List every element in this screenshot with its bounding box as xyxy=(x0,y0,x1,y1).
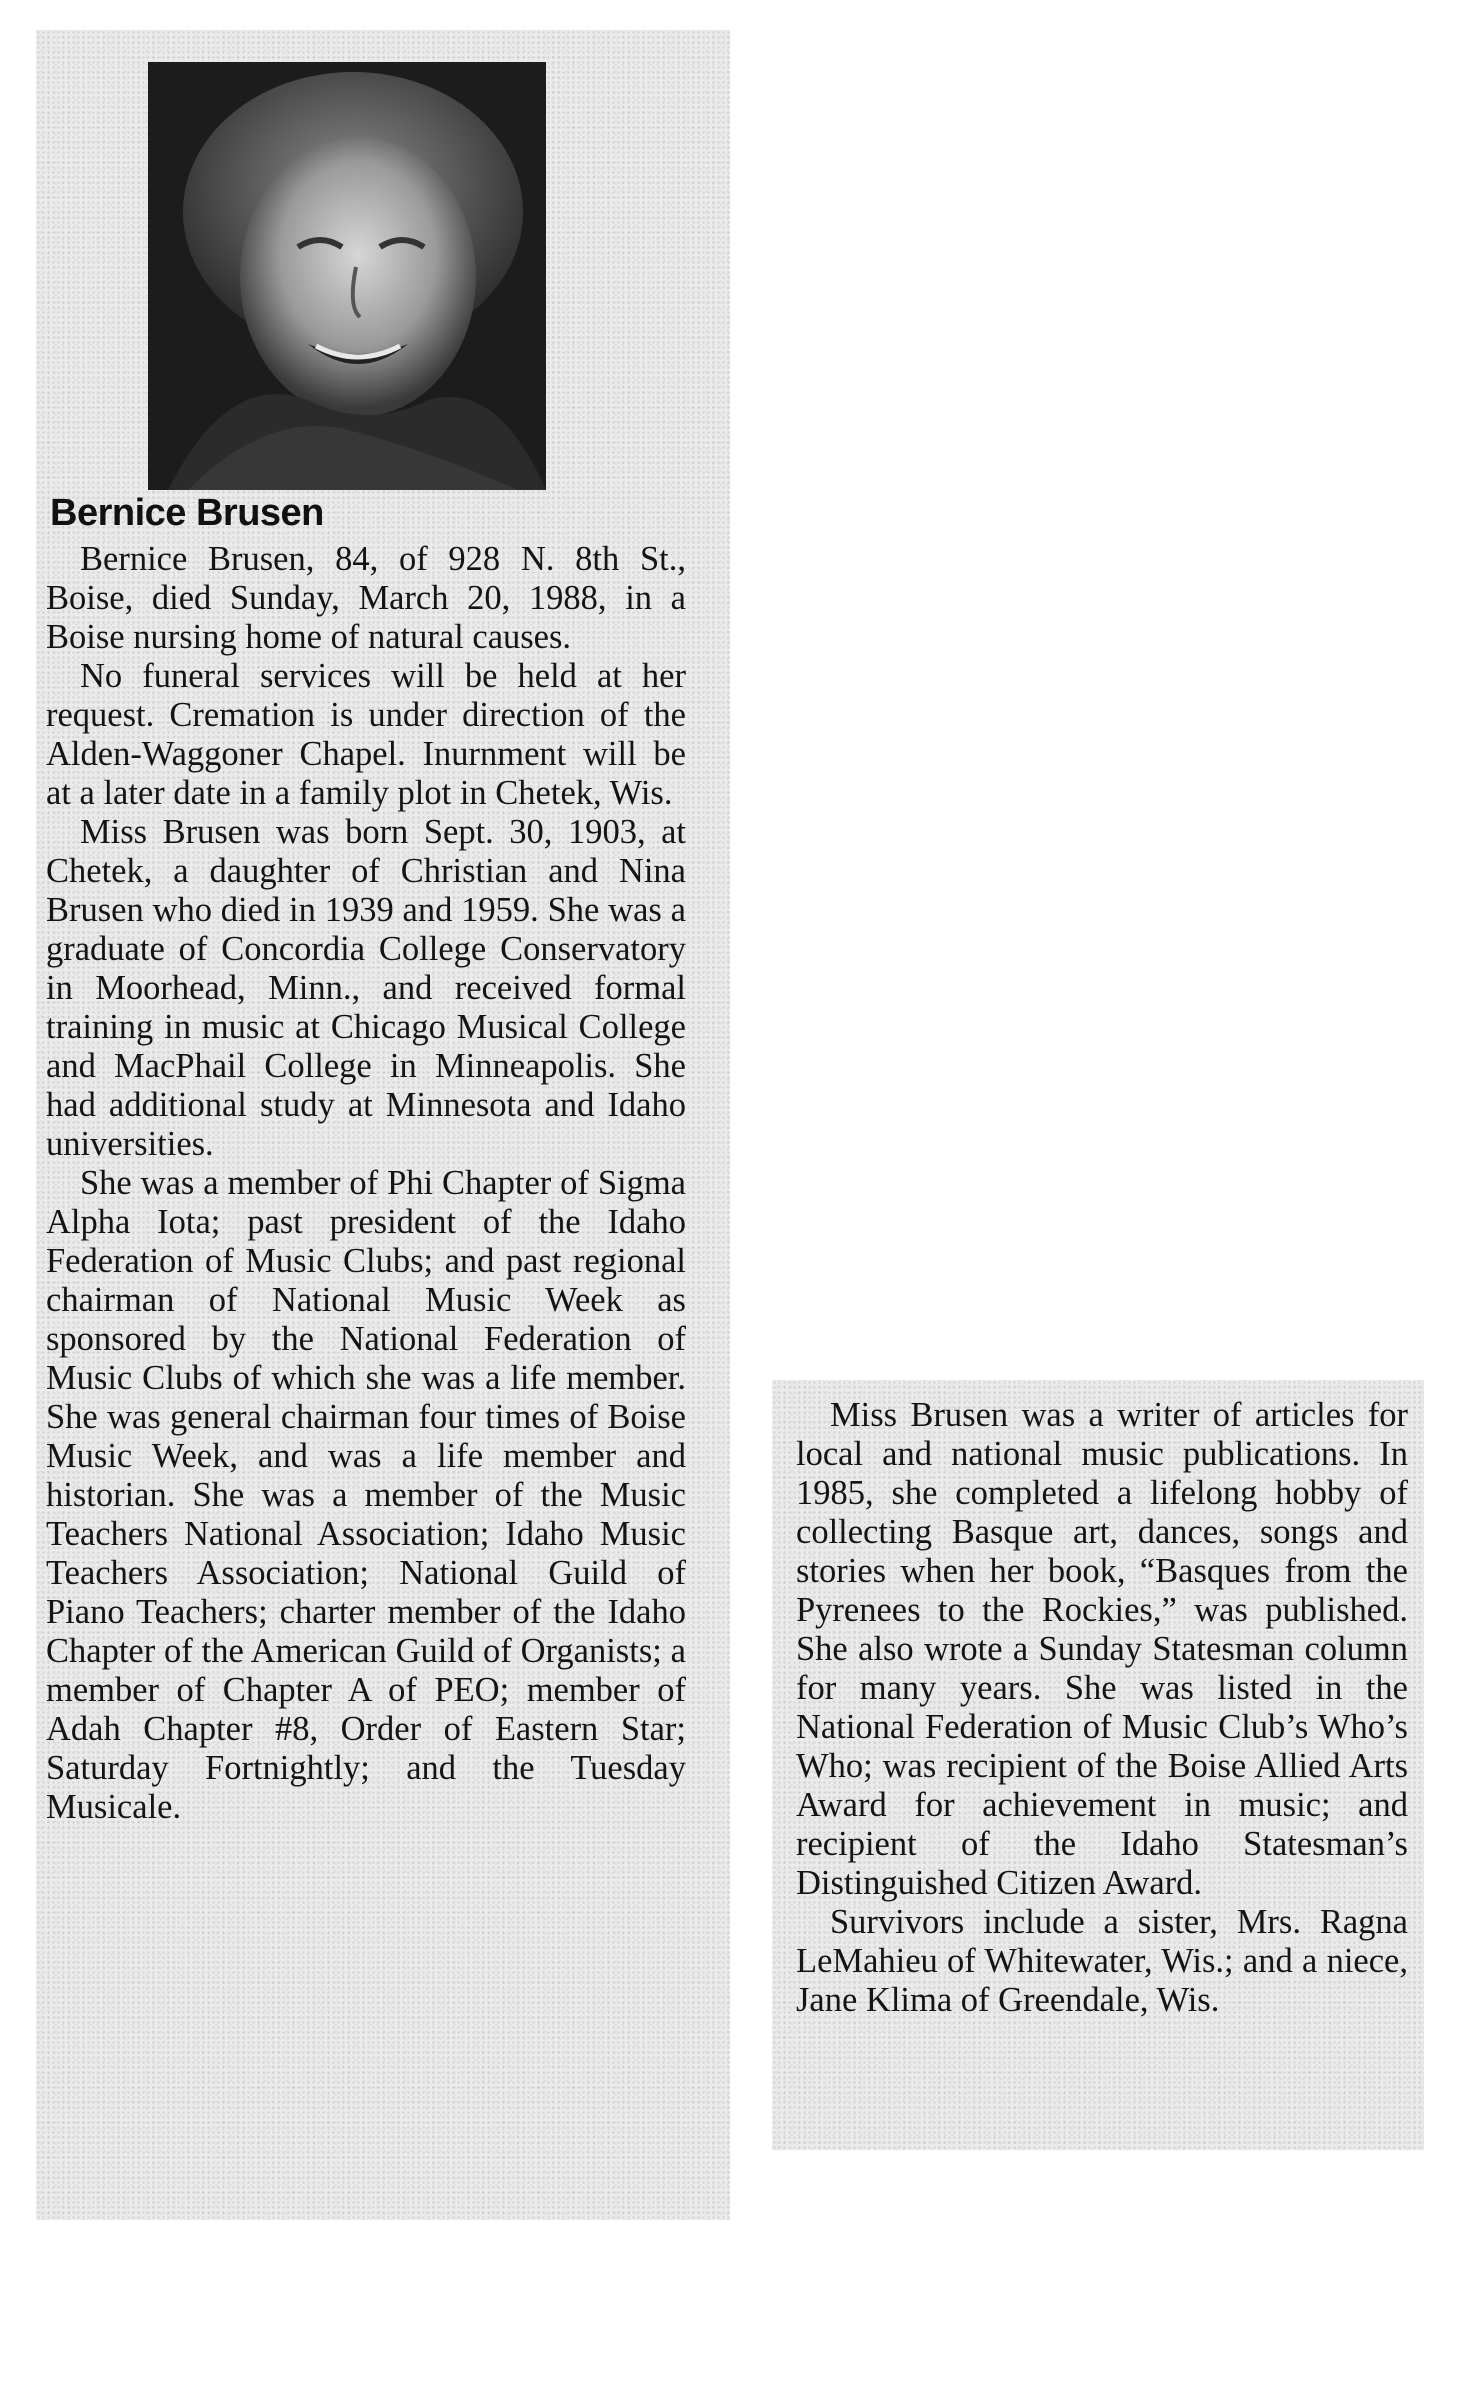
obituary-body-right xyxy=(796,1396,1408,2020)
paragraph-early-life: Miss Brusen was born Sept. 30, 1903, at Chetek, a daughter of Christian and Nina Brusen who died in 1939 and 1959. She was a graduate of Concordia College Conservatory in Moorhead, Minn., and received formal training in music at Chicago Musical College and MacPhail College in Minneapolis. She had additional study at Minnesota and Idaho universities. xyxy=(46,813,686,1163)
obituary-name-heading: Bernice Brusen xyxy=(50,492,324,534)
paragraph-death-notice: Bernice Brusen, 84, of 928 N. 8th St., Boise, died Sunday, March 20, 1988, in a Boise nursing home of natural causes. xyxy=(46,540,686,656)
paragraph-survivors: Survivors include a sister, Mrs. Ragna LeMahieu of Whitewater, Wis.; and a niece, Jane Klima of Greendale, Wis. xyxy=(796,1903,1408,2019)
portrait-photo xyxy=(148,62,546,490)
obituary-body-left xyxy=(46,540,686,1827)
paragraph-services: No funeral services will be held at her request. Cremation is under direction of the Alden-Waggoner Chapel. Inurnment will be at a later date in a family plot in Chetek, Wis. xyxy=(46,657,686,812)
obituary-clipping-left xyxy=(36,30,730,2220)
portrait-photo-icon xyxy=(148,62,546,490)
paragraph-writing: Miss Brusen was a writer of articles for local and national music publications. In 1985, she completed a lifelong hobby of collecting Basque art, dances, songs and stories when her book, “Basques from the Pyrenees to the Rockies,” was published. She also wrote a Sunday Statesman column for many years. She was listed in the National Federation of Music Club’s Who’s Who; was recipient of the Boise Allied Arts Award for achievement in music; and recipient of the Idaho Statesman’s Distinguished Citizen Award. xyxy=(796,1396,1408,1902)
obituary-clipping-right xyxy=(772,1380,1424,2150)
paragraph-memberships: She was a member of Phi Chapter of Sigma Alpha Iota; past president of the Idaho Federation of Music Clubs; and past regional chairman of National Music Week as sponsored by the National Federation of Music Clubs of which she was a life member. She was general chairman four times of Boise Music Week, and was a life member and historian. She was a member of the Music Teachers National Association; Idaho Music Teachers Association; National Guild of Piano Teachers; charter member of the Idaho Chapter of the American Guild of Organists; a member of Chapter A of PEO; member of Adah Chapter #8, Order of Eastern Star; Saturday Fortnightly; and the Tuesday Musicale. xyxy=(46,1164,686,1826)
